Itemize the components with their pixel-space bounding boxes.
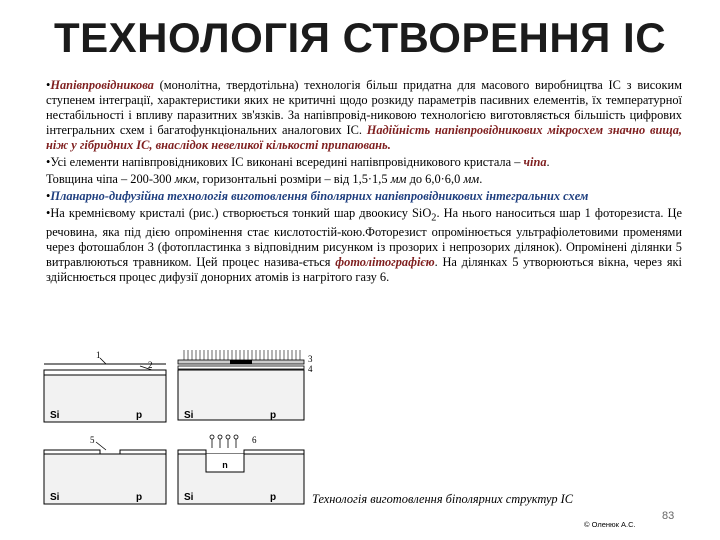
label-4: 4 — [308, 364, 313, 374]
panel-exposure — [178, 350, 313, 421]
label-si: Si — [50, 492, 60, 503]
figure-caption: Технологія виготовлення біполярних структур ІС — [312, 492, 574, 506]
paragraph-text-end: . — [546, 155, 550, 169]
label-si: Si — [50, 410, 60, 421]
copyright: © Оленюк А.С. — [584, 520, 636, 529]
size-text: Товщина чіпа – 200-300 — [46, 172, 175, 186]
size-text: до 6,0·6,0 — [406, 172, 464, 186]
bullet: • — [46, 206, 51, 220]
fabrication-diagram — [40, 350, 370, 510]
paragraph-semiconductor-tech — [46, 78, 682, 153]
paragraph-text: . На нього наноситься шар 1 фоторезиста. Це речовина, яка під дією опромінення стає кислотостій-кою.Фоторезист опромінюється ультрафіолетовими променями через фотошаблон 3 (фотопластинка з відповідним рисунком із прозорих і непрозорих ділянок). Опромінені ділянки 5 витравлюються травником. Цей процес назива-ється — [46, 206, 682, 270]
label-2: 2 — [148, 360, 153, 370]
planar-diffusion-heading: Планарно-дифузійна технологія виготовлення біполярних напівпровідникових інтегральних схем — [50, 189, 589, 203]
bullet: • — [46, 78, 51, 92]
paragraph-text: . На ділянках 5 утворюються вікна, через які здійснюється процес дифузії донорних атомів із нагрітого газу 6. — [46, 255, 682, 285]
paragraph-text: (монолітна, твердотільна) технологія більш придатна для масового виробництва ІС з високим ступенем інтеграції, характеристики яких не критичні щодо розкиду параметрів пасивних елементів, їх температурної нестабільності і впливу паразитних зв'язків. За напівпровід-никовою технологією виготовляється більшість цифрових інтегральних схем і багатофункціональних аналогових ІС. — [46, 78, 682, 137]
label-5: 5 — [90, 435, 95, 445]
page-number: 83 — [662, 510, 675, 522]
paragraph-text: На кремнієвому кристалі (рис.) створюється тонкий шар двоокису — [50, 206, 412, 220]
label-1: 1 — [96, 350, 101, 360]
paragraph-text: Усі елементи напівпровідникових ІС виконані всередині напівпровідникового кристала – — [50, 155, 524, 169]
paragraph-planar-heading — [46, 189, 682, 204]
paragraph-chip — [46, 155, 682, 170]
label-3: 3 — [308, 354, 313, 364]
reliability-emphasis: Надійність напівпровідникових мікросхем значно вища, ніж у гібридних ІС, внаслідок невеликої кількості припаювань. — [46, 123, 682, 152]
label-p: p — [136, 410, 143, 421]
bullet: • — [46, 155, 51, 169]
term-photolithography: фотолітографією — [335, 255, 435, 270]
unit-mm: мм — [463, 172, 480, 186]
unit-mm: мм — [390, 172, 407, 186]
panel-diffusion — [178, 435, 304, 504]
label-si: Si — [184, 410, 194, 421]
slide-body — [46, 78, 682, 287]
unit-mkm: мкм — [174, 172, 197, 186]
panel-oxidation — [44, 350, 166, 422]
size-text: , горизонтальні розміри – від 1,5·1,5 — [196, 172, 391, 186]
sio2-formula: SiO — [411, 206, 432, 220]
term-chip: чіпа — [523, 155, 547, 169]
oxide-layer — [44, 370, 166, 375]
mask-opaque-region — [230, 360, 252, 364]
paragraph-photolithography — [46, 206, 682, 285]
term-semiconductor: Напівпровідникова — [50, 78, 154, 92]
size-text: . — [479, 172, 483, 186]
label-p: p — [136, 492, 143, 503]
label-p: p — [270, 410, 277, 421]
sio2-subscript: 2 — [431, 212, 437, 224]
label-n: n — [222, 460, 228, 470]
label-6: 6 — [252, 435, 257, 445]
bullet: • — [46, 189, 51, 203]
paragraph-chip-size — [46, 172, 682, 187]
panel-etching — [44, 435, 166, 504]
page-title: ТЕХНОЛОГІЯ СТВОРЕННЯ ІС — [53, 14, 667, 61]
label-p: p — [270, 492, 277, 503]
label-si: Si — [184, 492, 194, 503]
